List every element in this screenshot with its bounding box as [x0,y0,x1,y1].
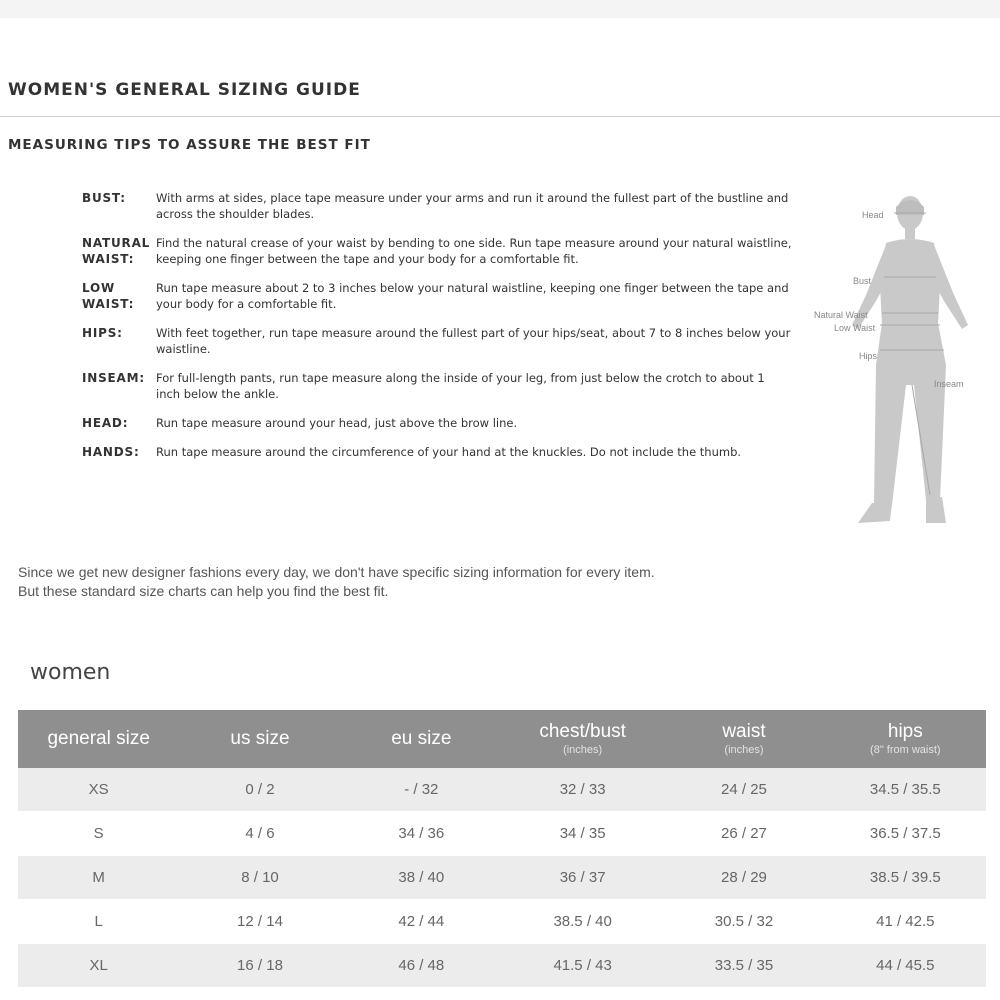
table-cell: 41 / 42.5 [825,900,986,944]
table-row [18,900,986,944]
table-cell: 26 / 27 [663,812,824,856]
tip-hips [82,325,792,357]
table-cell: 38 / 40 [341,856,502,900]
table-cell: XS [18,768,179,812]
tip-description: Find the natural crease of your waist by bending to one side. Run tape measure around your natural waistline, keeping one finger between the tape and your body for a comfortable fit. [156,236,792,266]
column-header-chest-bust: chest/bust (inches) [502,710,663,768]
table-cell: 8 / 10 [179,856,340,900]
figure-label-hips: Hips [859,351,878,361]
page-title: WOMEN'S GENERAL SIZING GUIDE [8,80,361,100]
table-cell: 12 / 14 [179,900,340,944]
table-row [18,856,986,900]
tip-natural-waist [82,235,792,267]
table-cell: M [18,856,179,900]
measuring-tips-list [82,190,792,473]
tip-inseam [82,370,792,402]
tip-bust [82,190,792,222]
table-heading: women [30,660,111,685]
intro-line: But these standard size charts can help you find the best fit. [18,583,389,599]
column-header-us-size: us size [179,710,340,768]
intro-text [18,563,918,601]
tip-term: HEAD: [82,416,129,430]
table-cell: 28 / 29 [663,856,824,900]
table-cell: 38.5 / 39.5 [825,856,986,900]
table-row [18,944,986,988]
column-header-hips: hips (8" from waist) [825,710,986,768]
figure-label-bust: Bust [853,276,872,286]
tip-description: Run tape measure around your head, just above the brow line. [156,416,518,430]
table-cell: 36 / 37 [502,856,663,900]
tip-description: With feet together, run tape measure around the fullest part of your hips/seat, about 7 to 8 inches below your waistline. [156,326,791,356]
tip-head [82,415,792,431]
table-cell: XL [18,944,179,988]
top-band [0,0,1000,18]
table-cell: L [18,900,179,944]
table-cell: 33.5 / 35 [663,944,824,988]
tip-term: BUST: [82,191,126,205]
table-cell: 0 / 2 [179,768,340,812]
tip-description: Run tape measure about 2 to 3 inches below your natural waistline, keeping one finger between the tape and your body for a comfortable fit. [156,281,789,311]
table-cell: 30.5 / 32 [663,900,824,944]
table-cell: 36.5 / 37.5 [825,812,986,856]
table-cell: 38.5 / 40 [502,900,663,944]
table-cell: 41.5 / 43 [502,944,663,988]
table-header-row [18,710,986,768]
tip-term: HIPS: [82,326,123,340]
size-chart-table [18,710,986,988]
tip-hands [82,444,792,460]
tip-term: NATURAL WAIST: [82,236,151,266]
title-divider [0,116,1000,117]
intro-line: Since we get new designer fashions every day, we don't have specific sizing information for every item. [18,564,655,580]
table-cell: 24 / 25 [663,768,824,812]
table-cell: 44 / 45.5 [825,944,986,988]
table-cell: S [18,812,179,856]
table-cell: 34 / 35 [502,812,663,856]
tip-description: With arms at sides, place tape measure under your arms and run it around the fullest part of the bustline and across the shoulder blades. [156,191,789,221]
table-cell: 42 / 44 [341,900,502,944]
column-header-waist: waist (inches) [663,710,824,768]
table-cell: 16 / 18 [179,944,340,988]
body-measurement-figure [800,185,1000,535]
figure-label-head: Head [862,210,884,220]
column-header-eu-size: eu size [341,710,502,768]
tip-term: LOW WAIST: [82,281,135,311]
table-cell: 4 / 6 [179,812,340,856]
figure-label-low-waist: Low Waist [834,323,876,333]
figure-label-inseam: Inseam [934,379,964,389]
table-row [18,768,986,812]
tip-low-waist [82,280,792,312]
tip-term: HANDS: [82,445,140,459]
column-header-general-size: general size [18,710,179,768]
table-row [18,812,986,856]
table-cell: - / 32 [341,768,502,812]
table-cell: 46 / 48 [341,944,502,988]
tip-description: Run tape measure around the circumference of your hand at the knuckles. Do not include the thumb. [156,445,742,459]
tip-term: INSEAM: [82,371,145,385]
table-cell: 34.5 / 35.5 [825,768,986,812]
section-subtitle: MEASURING TIPS TO ASSURE THE BEST FIT [8,137,371,153]
table-cell: 32 / 33 [502,768,663,812]
body-silhouette-icon [800,185,1000,535]
table-cell: 34 / 36 [341,812,502,856]
figure-label-natural-waist: Natural Waist [814,310,868,320]
tip-description: For full-length pants, run tape measure along the inside of your leg, from just below the crotch to about 1 inch below the ankle. [156,371,765,401]
